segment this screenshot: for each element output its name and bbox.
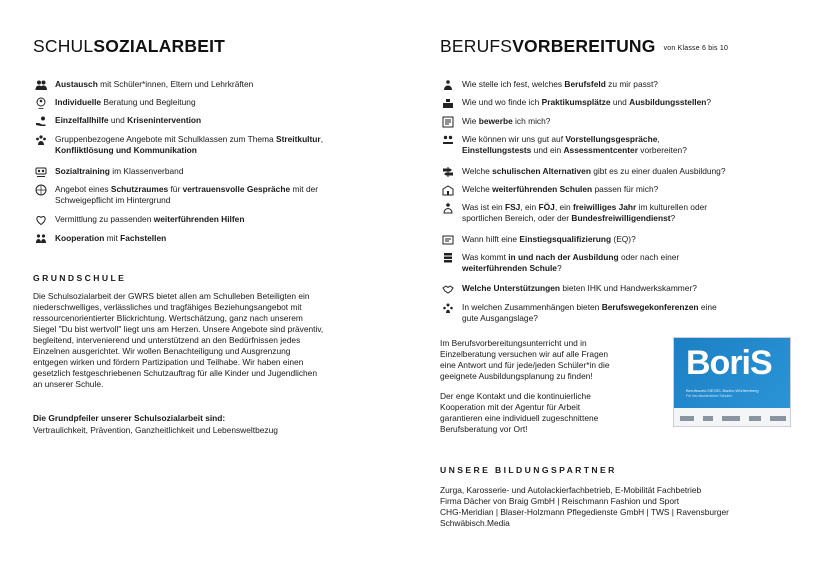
list-item-text: Welche schulischen Alternativen gibt es zu einer dualen Ausbildung? bbox=[462, 166, 726, 176]
list-item bbox=[440, 116, 550, 128]
list-item-text: Vermittlung zu passenden weiterführenden Hilfen bbox=[55, 214, 245, 224]
help-hand-icon bbox=[33, 115, 49, 127]
list-item bbox=[33, 134, 323, 156]
bildungspartner-list: Zurga, Karosserie- und Autolackierfachbetrieb, E-Mobilität Fachbetrieb Firma Dächer von Braig GmbH | Reischmann Fashion und Sport CHG-Meridian | Blaser-Holzmann Pflegedienste GmbH | TWS | Ravensburger Schwäbisch.Media bbox=[440, 485, 729, 528]
interview-icon bbox=[440, 134, 456, 146]
list-item-text: Wie und wo finde ich Praktikumsplätze und Ausbildungsstellen? bbox=[462, 97, 712, 107]
signpost-icon bbox=[440, 166, 456, 178]
workplace-icon bbox=[440, 97, 456, 109]
list-item-text: In welchen Zusammenhängen bieten Berufswegekonferenzen eine gute Ausgangslage? bbox=[462, 302, 717, 323]
list-item bbox=[440, 97, 711, 109]
list-item bbox=[33, 233, 166, 245]
handshake-icon bbox=[440, 283, 456, 295]
list-item bbox=[440, 252, 679, 274]
list-item-text: Welche weiterführenden Schulen passen für mich? bbox=[462, 184, 659, 194]
list-item bbox=[33, 115, 201, 127]
list-item-text: Was kommt in und nach der Ausbildung oder nach einer weiterführenden Schule? bbox=[462, 252, 680, 273]
heading-light-part: SCHUL bbox=[33, 36, 94, 56]
list-item bbox=[440, 184, 658, 196]
boris-tagline: Berufswahl-SIEGEL Baden-Württemberg bbox=[686, 388, 759, 393]
person-circle-icon bbox=[33, 97, 49, 109]
team-icon bbox=[33, 166, 49, 178]
certificate-icon bbox=[440, 234, 456, 246]
grundpfeiler-text: Vertraulichkeit, Prävention, Ganzheitlichkeit und Lebensweltbezug bbox=[33, 425, 278, 435]
schulsozialarbeit-heading bbox=[33, 36, 225, 57]
list-item-text: Angebot eines Schutzraumes für vertrauensvolle Gespräche mit der Schweigepflicht im Hintergrund bbox=[55, 184, 319, 205]
people-icon bbox=[33, 79, 49, 91]
grundschule-paragraph: Die Schulsozialarbeit der GWRS bietet allen am Schulleben Beteiligten ein niederschwelliges, verlässliches und tragfähiges Beziehungsangebot mit ressourcenorientierter Blickrichtung. Wertschätzung, ganz nach unserem Siegel "Du bist wertvoll" liegt uns am Herzen. Unsere Angebote sind präventiv, begleitend, intervenierend und unterstützend an den Bedürfnissen jedes Einzelnen ausgerichtet. Wir wollen Benachteiligung und Ausgrenzung entgegen wirken und fördern Partizipation und Teilhabe. Wir haben einen gesetzlich festgeschriebenen Schutzauftrag für alle Kinder und Jugendlichen an unserer Schule. bbox=[33, 291, 324, 389]
list-item bbox=[440, 234, 636, 246]
application-icon bbox=[440, 116, 456, 128]
list-item bbox=[440, 202, 707, 224]
stack-icon bbox=[440, 252, 456, 264]
cooperation-icon bbox=[33, 233, 49, 245]
list-item bbox=[33, 97, 196, 109]
list-item-text: Einzelfallhilfe und Krisenintervention bbox=[55, 115, 202, 125]
list-item-text: Wie können wir uns gut auf Vorstellungsgespräche, Einstellungstests und ein Assessmentcenter vorbereiten? bbox=[462, 134, 687, 155]
boris-logo: BoriS bbox=[686, 344, 772, 382]
boris-siegel-image bbox=[673, 337, 791, 427]
list-item bbox=[33, 214, 244, 226]
list-item-text: Welche Unterstützungen bieten IHK und Handwerkskammer? bbox=[462, 283, 697, 293]
heading-subtitle: von Klasse 6 bis 10 bbox=[663, 45, 729, 52]
shield-icon bbox=[33, 184, 49, 196]
list-item bbox=[440, 134, 687, 156]
school-icon bbox=[440, 184, 456, 196]
list-item bbox=[33, 184, 318, 206]
list-item-text: Kooperation mit Fachstellen bbox=[55, 233, 167, 243]
list-item bbox=[440, 166, 726, 178]
list-item bbox=[440, 283, 697, 295]
list-item-text: Individuelle Beratung und Begleitung bbox=[55, 97, 196, 107]
heading-bold-part: VORBEREITUNG bbox=[512, 36, 656, 56]
list-item bbox=[33, 79, 253, 91]
list-item-text: Austausch mit Schüler*innen, Eltern und Lehrkräften bbox=[55, 79, 254, 89]
bildungspartner-title: UNSERE BILDUNGSPARTNER bbox=[440, 465, 617, 475]
berufsvorbereitung-paragraph-1: Im Berufsvorbereitungsunterricht und in Einzelberatung versuchen wir auf alle Fragen eine Antwort und für jede/jeden Schüler*in die geeignete Ausbildungsplanung zu finden! bbox=[440, 338, 610, 381]
grundschule-title: GRUNDSCHULE bbox=[33, 273, 127, 283]
heading-bold-part: SOZIALARBEIT bbox=[93, 36, 226, 56]
list-item-text: Wie stelle ich fest, welches Berufsfeld zu mir passt? bbox=[462, 79, 658, 89]
group-icon bbox=[33, 134, 49, 146]
heading-light-part: BERUFS bbox=[440, 36, 513, 56]
heart-hands-icon bbox=[33, 214, 49, 226]
conference-icon bbox=[440, 302, 456, 314]
compass-person-icon bbox=[440, 79, 456, 91]
list-item-text: Wie bewerbe ich mich? bbox=[462, 116, 551, 126]
list-item-text: Was ist ein FSJ, ein FÖJ, ein freiwilliges Jahr im kulturellen oder sportlichen Bereich, oder der Bundesfreiwilligendienst? bbox=[462, 202, 708, 223]
list-item-text: Gruppenbezogene Angebote mit Schulklassen zum Thema Streitkultur, Konfliktlösung und Kommunikation bbox=[55, 134, 324, 155]
list-item bbox=[440, 302, 717, 324]
berufsvorbereitung-heading bbox=[440, 36, 728, 57]
grundpfeiler-title: Die Grundpfeiler unserer Schulsozialarbeit sind: bbox=[33, 413, 226, 423]
boris-subtagline: Für berufsorientierte Schulen bbox=[686, 394, 733, 398]
berufsvorbereitung-paragraph-2: Der enge Kontakt und die kontinuierliche Kooperation mit der Agentur für Arbeit garantieren eine individuell zugeschnittene Berufsberatung vor Ort! bbox=[440, 391, 599, 434]
list-item bbox=[33, 166, 183, 178]
sponsor-logos bbox=[680, 414, 786, 422]
volunteer-icon bbox=[440, 202, 456, 214]
list-item-text: Wann hilft eine Einstiegsqualifizierung (EQ)? bbox=[462, 234, 636, 244]
list-item-text: Sozialtraining im Klassenverband bbox=[55, 166, 184, 176]
list-item bbox=[440, 79, 658, 91]
